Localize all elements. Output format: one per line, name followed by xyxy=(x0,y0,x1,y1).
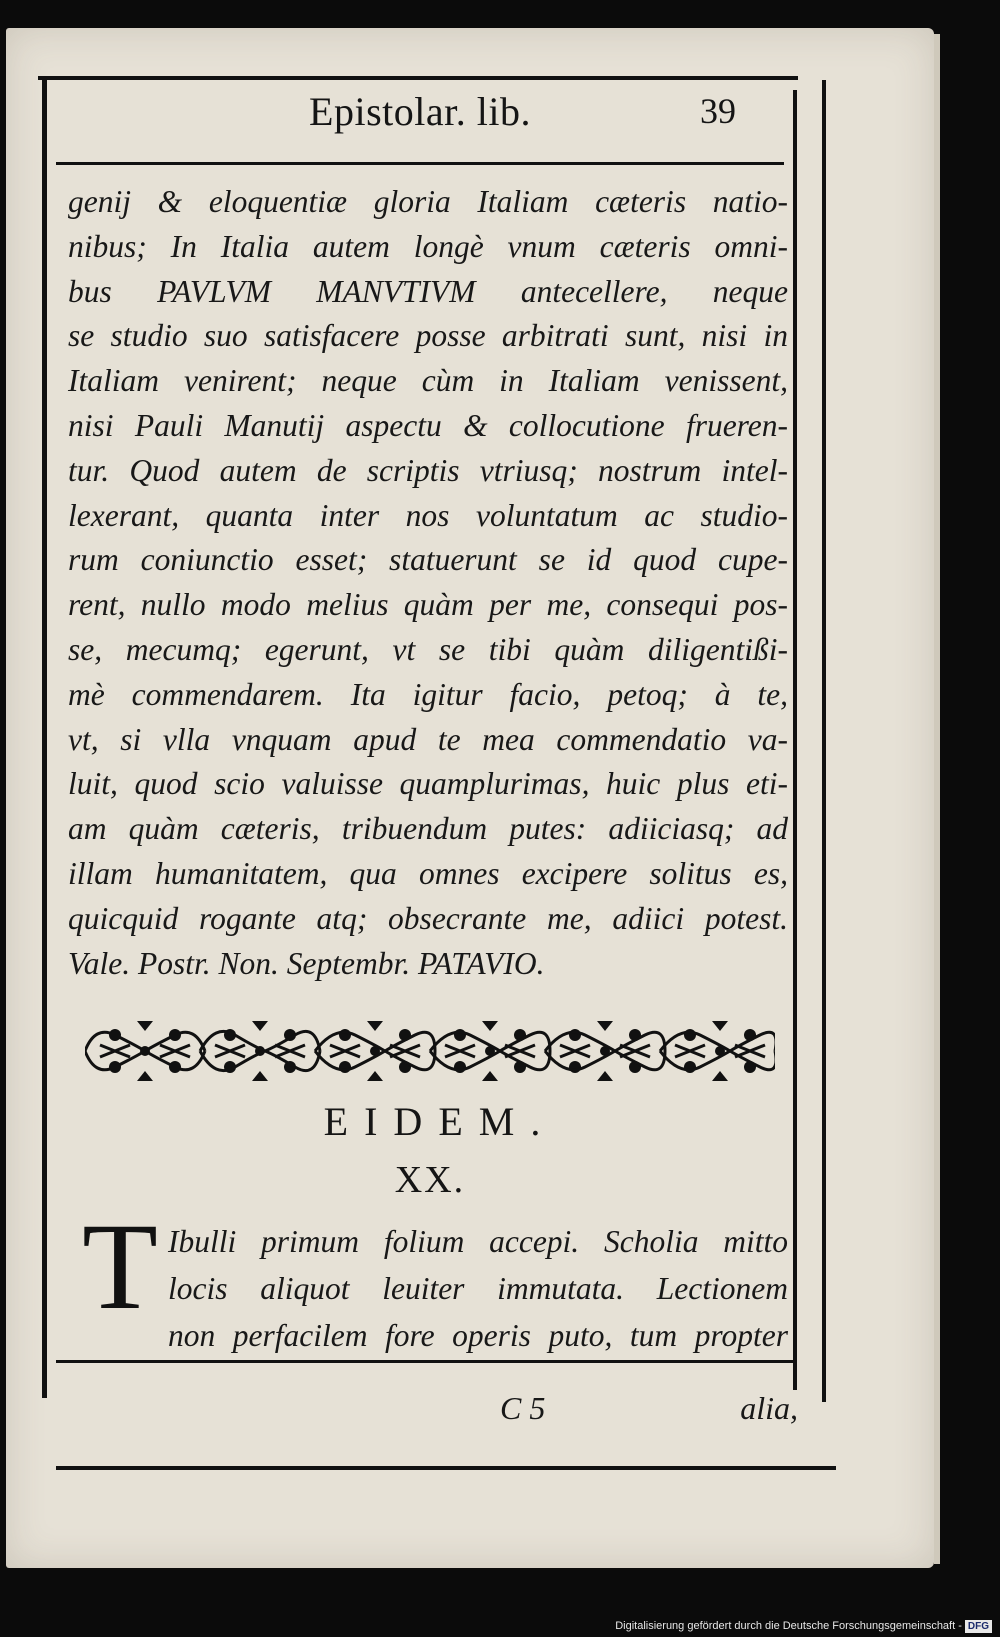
text-line: nisi Pauli Manutij aspectu & collocutione frueren- xyxy=(68,407,788,443)
text-line: illam humanitatem, qua omnes excipere solitus es, xyxy=(68,855,788,891)
page-number: 39 xyxy=(700,91,736,131)
running-title: Epistolar. lib. xyxy=(309,89,531,134)
text-line: mè commendarem. Ita igitur facio, petoq; à te, xyxy=(68,676,788,712)
text-line: Italiam venirent; neque cùm in Italiam venissent, xyxy=(68,363,788,399)
text-line: locis aliquot leuiter immutata. Lectionem xyxy=(168,1271,788,1306)
drop-cap: T xyxy=(82,1198,158,1335)
text-line: nibus; In Italia autem longè vnum cæteris omni- xyxy=(68,228,788,264)
text-line: rent, nullo modo melius quàm per me, consequi pos- xyxy=(68,587,788,623)
top-rule xyxy=(38,76,798,80)
text-line: genij & eloquentiæ gloria Italiam cæteris natio- xyxy=(68,184,788,219)
bottom-rule xyxy=(56,1466,836,1470)
text-line: Vale. Postr. Non. Septembr. PATAVIO. xyxy=(68,945,545,981)
section-heading: EIDEM. xyxy=(323,1099,557,1144)
catchword: alia, xyxy=(740,1390,798,1426)
digitization-credit xyxy=(615,1620,992,1634)
signature-mark: C 5 xyxy=(500,1390,546,1426)
text-line: tur. Quod autem de scriptis vtriusq; nostrum intel- xyxy=(68,452,788,488)
letter-number: XX. xyxy=(394,1159,466,1201)
text-line: quicquid rogante atq; obsecrante me, adiici potest. xyxy=(68,900,788,936)
header-rule xyxy=(56,162,784,165)
text-line: lexerant, quanta inter nos voluntatum ac studio- xyxy=(68,497,788,533)
text-line: vt, si vlla vnquam apud te mea commendatio va- xyxy=(68,721,788,757)
text-line: am quàm cæteris, tribuendum putes: adiiciasq; ad xyxy=(68,811,788,847)
text-line: rum coniunctio esset; statuerunt se id quod cupe- xyxy=(68,542,788,578)
dfg-logo-icon: DFG xyxy=(965,1620,992,1633)
inner-right-rule xyxy=(793,90,797,1390)
letter-text xyxy=(168,1218,788,1359)
text-line: Ibulli primum folium accepi. Scholia mitto xyxy=(168,1224,788,1259)
text-line: bus PAVLVM MANVTIVM antecellere, neque xyxy=(68,273,788,309)
ornament-icon xyxy=(85,1015,775,1087)
text-line: non perfacilem fore operis puto, tum propter xyxy=(168,1318,788,1353)
body-text xyxy=(68,180,788,986)
ornament-band xyxy=(85,1015,775,1087)
text-line: luit, quod scio valuisse quamplurimas, huic plus eti- xyxy=(68,766,788,802)
text-line: se studio suo satisfacere posse arbitrati sunt, nisi in xyxy=(68,318,788,354)
credit-text: Digitalisierung gefördert durch die Deutsche Forschungsgemeinschaft - xyxy=(615,1620,962,1632)
outer-right-rule xyxy=(822,80,826,1402)
left-rule xyxy=(42,78,47,1398)
page-edge xyxy=(934,34,940,1564)
text-bottom-rule xyxy=(56,1360,794,1363)
text-line: se, mecumq; egerunt, vt se tibi quàm diligentißi- xyxy=(68,631,788,667)
